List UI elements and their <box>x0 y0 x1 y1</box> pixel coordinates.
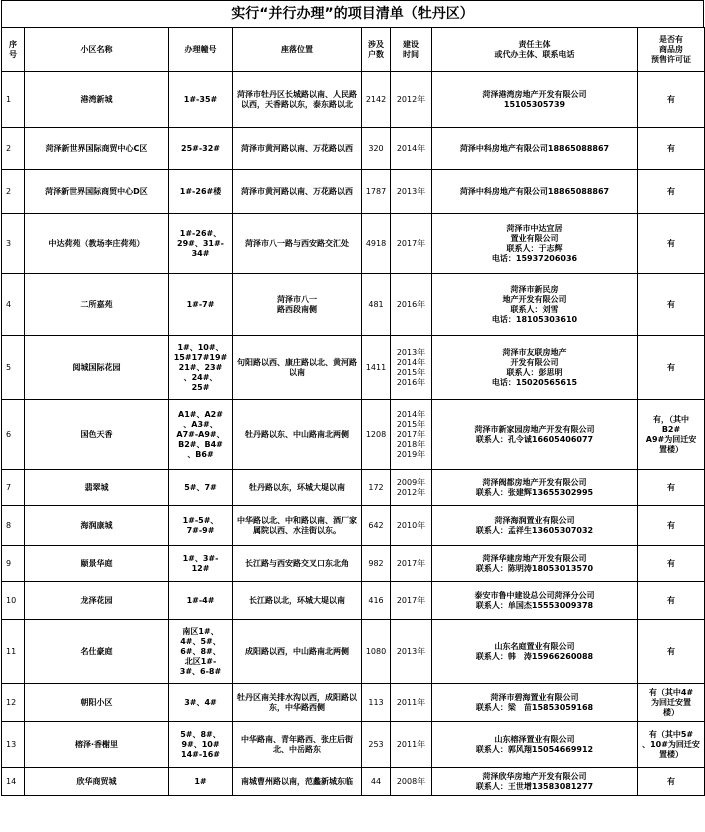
cell-name: 港湾新城 <box>25 72 169 128</box>
sheet-title: 实行“并行办理”的项目清单（牡丹区） <box>1 0 704 27</box>
cell-building: 1# <box>169 768 233 796</box>
cell-households: 481 <box>362 274 391 336</box>
cell-seq: 14 <box>2 768 25 796</box>
cell-seq: 2 <box>2 170 25 214</box>
cell-building: 25#-32# <box>169 128 233 170</box>
cell-building: 1#-4# <box>169 582 233 620</box>
cell-permit: 有（其中4# 为回迁安置 楼） <box>638 684 705 722</box>
cell-year: 2013年 2014年 2015年 2016年 <box>391 336 432 400</box>
cell-permit: 有 <box>638 336 705 400</box>
cell-location: 牡丹区南关排水沟以西，成阳路以东，中华路西侧 <box>233 684 362 722</box>
cell-households: 1787 <box>362 170 391 214</box>
cell-building: 1#、10#、 15#17#19# 21#、23# 、24#、 25# <box>169 336 233 400</box>
cell-location: 句阳路以西、康庄路以北、黄河路以南 <box>233 336 362 400</box>
table-row <box>2 128 705 170</box>
cell-location: 长江路与西安路交叉口东北角 <box>233 546 362 582</box>
cell-seq: 2 <box>2 128 25 170</box>
cell-name: 菏泽新世界国际商贸中心D区 <box>25 170 169 214</box>
cell-building: 1#-5#、 7#-9# <box>169 506 233 546</box>
project-table <box>1 27 705 796</box>
cell-name: 二所嘉苑 <box>25 274 169 336</box>
table-row <box>2 274 705 336</box>
cell-permit: 有 <box>638 546 705 582</box>
cell-households: 172 <box>362 470 391 506</box>
header-row <box>2 28 705 72</box>
cell-permit: 有 <box>638 506 705 546</box>
cell-building: 1#-26#楼 <box>169 170 233 214</box>
project-list-sheet <box>1 0 704 796</box>
cell-building: 南区1#、 4#、5#、 6#、8#、 北区1#- 3#、6-8# <box>169 620 233 684</box>
cell-subject: 菏泽市新家园房地产开发有限公司 联系人：孔令诚16605406077 <box>432 400 638 470</box>
cell-location: 成阳路以西，中山路南北两侧 <box>233 620 362 684</box>
cell-year: 2009年 2012年 <box>391 470 432 506</box>
cell-location: 牡丹路以东、中山路南北两侧 <box>233 400 362 470</box>
cell-name: 中达荷苑（教场李庄荷苑） <box>25 214 169 274</box>
table-row <box>2 582 705 620</box>
cell-households: 416 <box>362 582 391 620</box>
table-row <box>2 684 705 722</box>
cell-location: 长江路以北，环城大堤以南 <box>233 582 362 620</box>
cell-year: 2012年 <box>391 72 432 128</box>
cell-building: 5#、7# <box>169 470 233 506</box>
cell-name: 朝阳小区 <box>25 684 169 722</box>
cell-location: 中华路以北、中和路以南、酒厂家属院以西、水洼街以东。 <box>233 506 362 546</box>
cell-seq: 3 <box>2 214 25 274</box>
cell-permit: 有 <box>638 170 705 214</box>
cell-subject: 泰安市鲁中建设总公司菏泽分公司 联系人：单国杰15553009378 <box>432 582 638 620</box>
header-location: 座落位置 <box>233 28 362 72</box>
cell-seq: 9 <box>2 546 25 582</box>
cell-year: 2017年 <box>391 582 432 620</box>
cell-building: A1#、A2# 、A3#、 A7#-A9#、 B2#、B4# 、B6# <box>169 400 233 470</box>
cell-year: 2011年 <box>391 722 432 768</box>
table-row <box>2 620 705 684</box>
table-row <box>2 336 705 400</box>
cell-building: 1#-7# <box>169 274 233 336</box>
cell-name: 名仕豪庭 <box>25 620 169 684</box>
cell-name: 龙泽花园 <box>25 582 169 620</box>
cell-location: 牡丹路以东，环城大堤以南 <box>233 470 362 506</box>
cell-seq: 5 <box>2 336 25 400</box>
cell-name: 阅城国际花园 <box>25 336 169 400</box>
table-row <box>2 506 705 546</box>
cell-year: 2011年 <box>391 684 432 722</box>
cell-households: 4918 <box>362 214 391 274</box>
table-row <box>2 170 705 214</box>
cell-name: 欣华商贸城 <box>25 768 169 796</box>
header-permit: 是否有 商品房 预售许可证 <box>638 28 705 72</box>
cell-permit: 有 <box>638 72 705 128</box>
cell-households: 1411 <box>362 336 391 400</box>
cell-building: 5#、8#、 9#、10# 14#-16# <box>169 722 233 768</box>
cell-seq: 11 <box>2 620 25 684</box>
cell-year: 2013年 <box>391 170 432 214</box>
cell-seq: 13 <box>2 722 25 768</box>
cell-subject: 菏泽市碧海置业有限公司 联系人：梁 苗15853059168 <box>432 684 638 722</box>
cell-year: 2013年 <box>391 620 432 684</box>
cell-households: 2142 <box>362 72 391 128</box>
cell-permit: 有 <box>638 470 705 506</box>
cell-location: 菏泽市八一路与西安路交汇处 <box>233 214 362 274</box>
cell-building: 1#-26#、 29#、31#- 34# <box>169 214 233 274</box>
cell-name: 海润康城 <box>25 506 169 546</box>
cell-name: 国色天香 <box>25 400 169 470</box>
cell-households: 642 <box>362 506 391 546</box>
cell-seq: 7 <box>2 470 25 506</box>
cell-year: 2014年 <box>391 128 432 170</box>
header-seq: 序 号 <box>2 28 25 72</box>
cell-subject: 菏泽港湾房地产开发有限公司 15105305739 <box>432 72 638 128</box>
cell-households: 44 <box>362 768 391 796</box>
cell-permit: 有（其中5# 、10#为回迁安 置楼） <box>638 722 705 768</box>
table-row <box>2 722 705 768</box>
cell-name: 颐景华庭 <box>25 546 169 582</box>
cell-households: 982 <box>362 546 391 582</box>
cell-permit: 有 <box>638 620 705 684</box>
cell-building: 3#、4# <box>169 684 233 722</box>
cell-permit: 有 <box>638 128 705 170</box>
header-subject: 责任主体 或代办主体、联系电话 <box>432 28 638 72</box>
table-row <box>2 214 705 274</box>
cell-subject: 菏泽海润置业有限公司 联系人：孟祥生13605307032 <box>432 506 638 546</box>
cell-permit: 有 <box>638 274 705 336</box>
cell-building: 1#-35# <box>169 72 233 128</box>
cell-subject: 菏泽华建房地产开发有限公司 联系人：陈明涛18053013570 <box>432 546 638 582</box>
cell-location: 菏泽市八一 路西段南侧 <box>233 274 362 336</box>
cell-name: 翡翠城 <box>25 470 169 506</box>
table-row <box>2 546 705 582</box>
cell-seq: 10 <box>2 582 25 620</box>
cell-subject: 菏泽中科房地产有限公司18865088867 <box>432 128 638 170</box>
cell-seq: 1 <box>2 72 25 128</box>
cell-subject: 菏泽市新民房 地产开发有限公司 联系人：刘雪 电话：18105303610 <box>432 274 638 336</box>
cell-subject: 山东榕泽置业有限公司 联系人：郭风翔15054669912 <box>432 722 638 768</box>
cell-seq: 6 <box>2 400 25 470</box>
cell-subject: 菏泽阀都房地产开发有限公司 联系人：张建辉13655302995 <box>432 470 638 506</box>
cell-year: 2008年 <box>391 768 432 796</box>
cell-location: 菏泽市牡丹区长城路以南、人民路以西，天香路以东，泰东路以北 <box>233 72 362 128</box>
cell-households: 320 <box>362 128 391 170</box>
cell-subject: 菏泽欣华房地产开发有限公司 联系人：王世增13583081277 <box>432 768 638 796</box>
cell-seq: 8 <box>2 506 25 546</box>
cell-year: 2014年 2015年 2017年 2018年 2019年 <box>391 400 432 470</box>
cell-households: 113 <box>362 684 391 722</box>
cell-households: 1208 <box>362 400 391 470</box>
cell-permit: 有 <box>638 768 705 796</box>
cell-seq: 4 <box>2 274 25 336</box>
header-building: 办理幢号 <box>169 28 233 72</box>
cell-subject: 山东名庭置业有限公司 联系人：韩 涛15966260088 <box>432 620 638 684</box>
cell-permit: 有 <box>638 214 705 274</box>
cell-permit: 有，（其中 B2# A9#为回迁安 置楼） <box>638 400 705 470</box>
table-row <box>2 470 705 506</box>
cell-name: 菏泽新世界国际商贸中心C区 <box>25 128 169 170</box>
table-row <box>2 768 705 796</box>
cell-permit: 有 <box>638 582 705 620</box>
cell-year: 2017年 <box>391 214 432 274</box>
cell-households: 253 <box>362 722 391 768</box>
cell-year: 2017年 <box>391 546 432 582</box>
cell-seq: 12 <box>2 684 25 722</box>
table-row <box>2 72 705 128</box>
cell-location: 中华路南、青年路西、张庄后街北、中岳路东 <box>233 722 362 768</box>
cell-location: 南城曹州路以南，范蠡新城东临 <box>233 768 362 796</box>
cell-households: 1080 <box>362 620 391 684</box>
header-year: 建设 时间 <box>391 28 432 72</box>
cell-name: 榕泽·香榭里 <box>25 722 169 768</box>
cell-year: 2016年 <box>391 274 432 336</box>
cell-subject: 菏泽市友联房地产 开发有限公司 联系人：彭思明 电话：15020565615 <box>432 336 638 400</box>
cell-location: 菏泽市黄河路以南、万花路以西 <box>233 128 362 170</box>
cell-year: 2010年 <box>391 506 432 546</box>
cell-location: 菏泽市黄河路以南、万花路以西 <box>233 170 362 214</box>
cell-subject: 菏泽市中达宜居 置业有限公司 联系人：于志辉 电话：15937206036 <box>432 214 638 274</box>
table-row <box>2 400 705 470</box>
cell-subject: 菏泽中科房地产有限公司18865088867 <box>432 170 638 214</box>
header-name: 小区名称 <box>25 28 169 72</box>
header-households: 涉及 户数 <box>362 28 391 72</box>
cell-building: 1#、3#- 12# <box>169 546 233 582</box>
